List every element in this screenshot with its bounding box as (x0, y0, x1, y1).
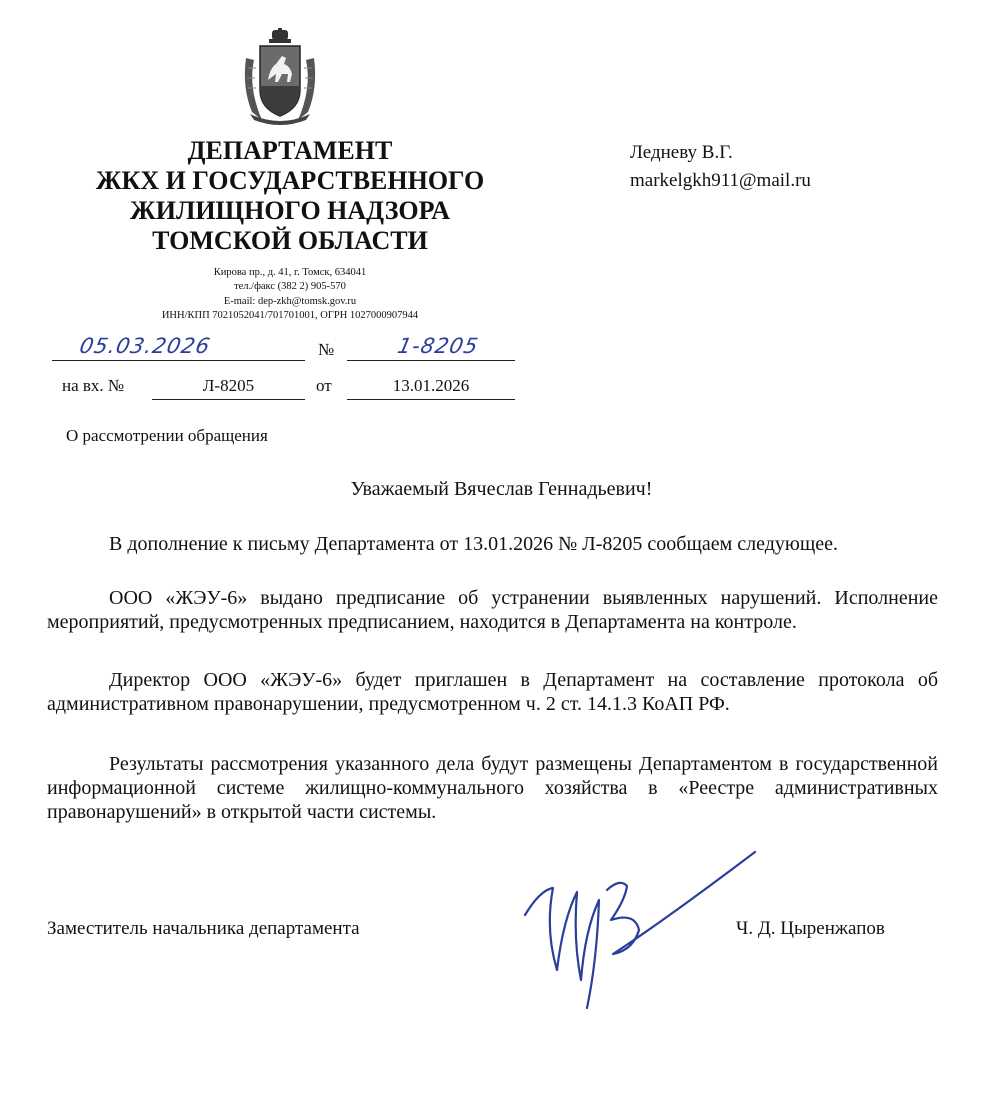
coat-of-arms-emblem (238, 28, 322, 128)
paragraph-4: Результаты рассмотрения указанного дела будут размещены Департаментом в государственной информационной системе жилищно-коммунального хозяйства в «Реестре административных правонарушений» в открытой части системы. (47, 753, 938, 823)
department-title-line-2: ЖКХ И ГОСУДАРСТВЕННОГО (95, 166, 485, 195)
contact-requisites: ИНН/КПП 7021052041/701701001, ОГРН 1027000907944 (161, 310, 419, 321)
from-label: от (316, 376, 332, 395)
signatory-position: Заместитель начальника департамента (47, 918, 360, 939)
signatory-name: Ч. Д. Цыренжапов (736, 918, 885, 939)
department-title-line-3: ЖИЛИЩНОГО НАДЗОРА (130, 196, 450, 225)
incoming-number: Л-8205 (202, 376, 255, 395)
contact-address: Кирова пр., д. 41, г. Томск, 634041 (213, 267, 367, 278)
handwritten-signature (515, 840, 765, 1015)
number-line (347, 360, 515, 361)
incoming-date-line (347, 399, 515, 400)
letter-subject: О рассмотрении обращения (66, 426, 268, 445)
number-label: № (318, 340, 335, 359)
paragraph-2: ООО «ЖЭУ-6» выдано предписание об устранении выявленных нарушений. Исполнение мероприятий, предусмотренных предписанием, находится в Департамента на контроле. (47, 587, 938, 633)
incoming-date: 13.01.2026 (392, 376, 470, 395)
recipient-name: Ледневу В.Г. (630, 142, 733, 163)
department-title-line-4: ТОМСКОЙ ОБЛАСТИ (152, 226, 428, 255)
incoming-label: на вх. № (62, 376, 125, 395)
department-title-line-1: ДЕПАРТАМЕНТ (187, 136, 393, 165)
handwritten-number: 1-8205 (395, 334, 481, 358)
contact-email: E-mail: dep-zkh@tomsk.gov.ru (223, 296, 357, 307)
paragraph-3: Директор ООО «ЖЭУ-6» будет приглашен в Департамент на составление протокола об административном правонарушении, предусмотренном ч. 2 ст. 14.1.3 КоАП РФ. (47, 669, 938, 715)
contact-phone: тел./факс (382 2) 905-570 (234, 281, 346, 292)
paragraph-1: В дополнение к письму Департамента от 13.01.2026 № Л-8205 сообщаем следующее. (109, 533, 839, 555)
greeting: Уважаемый Вячеслав Геннадьевич! (350, 478, 653, 500)
incoming-number-line (152, 399, 305, 400)
date-line (52, 360, 305, 361)
handwritten-date: 05.03.2026 (77, 334, 213, 358)
recipient-email: markelgkh911@mail.ru (630, 170, 811, 191)
